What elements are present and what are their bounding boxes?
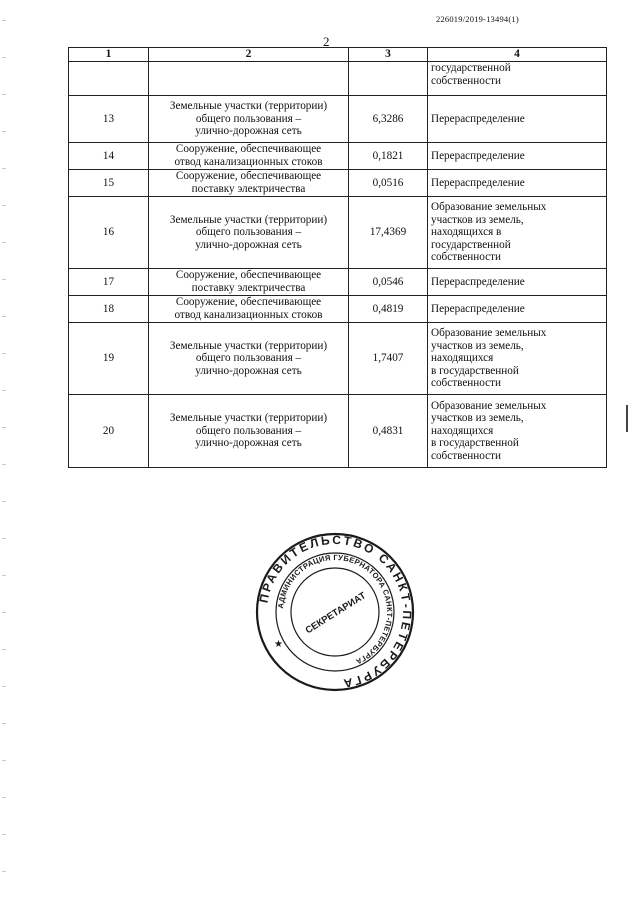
- plot-purpose-line: поставку электричества: [191, 282, 306, 294]
- formation-method-line: собственности: [431, 251, 501, 264]
- row-number-cell: 14: [69, 143, 149, 170]
- plot-purpose-line: Земельные участки (территории): [169, 100, 328, 113]
- formation-method-line: Перераспределение: [431, 149, 525, 162]
- formation-method-line: собственности: [431, 449, 501, 462]
- formation-method-line: участков из земель,: [431, 412, 524, 425]
- table-row: [69, 62, 607, 96]
- area-cell: 0,0516: [349, 170, 428, 197]
- formation-method-cell: [428, 323, 607, 395]
- stamp-center-text: СЕКРЕТАРИАТ: [303, 590, 369, 637]
- formation-method-line: государственной: [431, 62, 511, 74]
- plot-purpose-line: общего пользования –: [195, 424, 302, 437]
- formation-method-line: Образование земельных: [431, 201, 547, 214]
- column-header: 3: [349, 48, 428, 62]
- formation-method-line: Образование земельных: [431, 327, 547, 340]
- formation-method-cell: [428, 96, 607, 143]
- stamp-outer-text: ПРАВИТЕЛЬСТВО САНКТ-ПЕТЕРБУРГА: [256, 532, 415, 691]
- area-cell: 0,4831: [349, 395, 428, 468]
- row-number-cell: [69, 62, 149, 96]
- plot-purpose-line: Сооружение, обеспечивающее: [175, 170, 322, 183]
- formation-method-line: Перераспределение: [431, 112, 525, 125]
- formation-method-line: собственности: [431, 377, 501, 390]
- plot-purpose-line: улично-дорожная сеть: [195, 437, 302, 450]
- table-row: [69, 269, 607, 296]
- stamp-star-icon: ★: [274, 639, 283, 650]
- formation-method-line: участков из земель,: [431, 213, 524, 226]
- table-body: [69, 62, 607, 468]
- table-row: [69, 143, 607, 170]
- formation-method-line: находящихся: [431, 424, 494, 437]
- plot-purpose-line: Сооружение, обеспечивающее: [175, 296, 322, 309]
- plot-purpose-cell: [149, 395, 349, 468]
- column-header: 1: [69, 48, 149, 62]
- document-code: 226019/2019-13494(1): [436, 14, 519, 24]
- plot-purpose-cell: [149, 269, 349, 296]
- plot-purpose-cell: [149, 323, 349, 395]
- area-cell: 1,7407: [349, 323, 428, 395]
- plot-purpose-line: улично-дорожная сеть: [195, 238, 302, 251]
- formation-method-line: находящихся в: [431, 226, 502, 239]
- formation-method-cell: [428, 197, 607, 269]
- formation-method-cell: [428, 170, 607, 197]
- scan-margin-mark: [626, 405, 628, 432]
- area-cell: 17,4369: [349, 197, 428, 269]
- plot-purpose-cell: [149, 143, 349, 170]
- formation-method-cell: [428, 269, 607, 296]
- plot-purpose-cell: [149, 170, 349, 197]
- land-plots-table: [68, 47, 607, 468]
- formation-method-line: в государственной: [431, 437, 519, 450]
- plot-purpose-line: отвод канализационных стоков: [174, 156, 323, 168]
- row-number-cell: 13: [69, 96, 149, 143]
- formation-method-line: собственности: [431, 74, 501, 87]
- table-row: [69, 96, 607, 143]
- plot-purpose-cell: [149, 296, 349, 323]
- row-number-cell: 19: [69, 323, 149, 395]
- area-cell: [349, 62, 428, 96]
- table-row: [69, 296, 607, 323]
- formation-method-line: Перераспределение: [431, 275, 525, 288]
- area-cell: 0,4819: [349, 296, 428, 323]
- table-row: [69, 170, 607, 197]
- stamp-inner-text: АДМИНИСТРАЦИЯ ГУБЕРНАТОРА САНКТ-ПЕТЕРБУРГА: [276, 552, 395, 667]
- plot-purpose-cell: [149, 62, 349, 96]
- plot-purpose-cell: [149, 197, 349, 269]
- formation-method-line: Перераспределение: [431, 302, 525, 315]
- plot-purpose-line: улично-дорожная сеть: [195, 125, 302, 138]
- plot-purpose-line: Земельные участки (территории): [169, 339, 328, 352]
- plot-purpose-line: общего пользования –: [195, 112, 302, 125]
- table-header-row: [69, 48, 607, 62]
- plot-purpose-line: отвод канализационных стоков: [174, 309, 323, 321]
- plot-purpose-line: Земельные участки (территории): [169, 213, 328, 226]
- scan-edge-marks: [2, 20, 6, 880]
- plot-purpose-line: Сооружение, обеспечивающее: [175, 269, 322, 282]
- table-row: [69, 323, 607, 395]
- formation-method-line: находящихся: [431, 352, 494, 365]
- row-number-cell: 15: [69, 170, 149, 197]
- table-row: [69, 395, 607, 468]
- row-number-cell: 17: [69, 269, 149, 296]
- plot-purpose-line: общего пользования –: [195, 226, 302, 239]
- row-number-cell: 16: [69, 197, 149, 269]
- plot-purpose-line: Сооружение, обеспечивающее: [175, 143, 322, 156]
- plot-purpose-line: улично-дорожная сеть: [195, 364, 302, 377]
- column-header: 2: [149, 48, 349, 62]
- page-number: 2: [323, 34, 330, 49]
- plot-purpose-line: Земельные участки (территории): [169, 412, 328, 425]
- table-row: [69, 197, 607, 269]
- area-cell: 6,3286: [349, 96, 428, 143]
- formation-method-cell: [428, 62, 607, 96]
- plot-purpose-line: общего пользования –: [195, 352, 302, 365]
- plot-purpose-line: поставку электричества: [191, 183, 306, 195]
- formation-method-cell: [428, 143, 607, 170]
- plot-purpose-cell: [149, 96, 349, 143]
- official-stamp: [255, 532, 415, 692]
- area-cell: 0,1821: [349, 143, 428, 170]
- formation-method-line: в государственной: [431, 364, 519, 377]
- column-header: 4: [428, 48, 607, 62]
- formation-method-line: Перераспределение: [431, 176, 525, 189]
- area-cell: 0,0546: [349, 269, 428, 296]
- row-number-cell: 18: [69, 296, 149, 323]
- formation-method-cell: [428, 395, 607, 468]
- formation-method-line: государственной: [431, 238, 511, 251]
- formation-method-line: участков из земель,: [431, 339, 524, 352]
- row-number-cell: 20: [69, 395, 149, 468]
- formation-method-line: Образование земельных: [431, 399, 547, 412]
- formation-method-cell: [428, 296, 607, 323]
